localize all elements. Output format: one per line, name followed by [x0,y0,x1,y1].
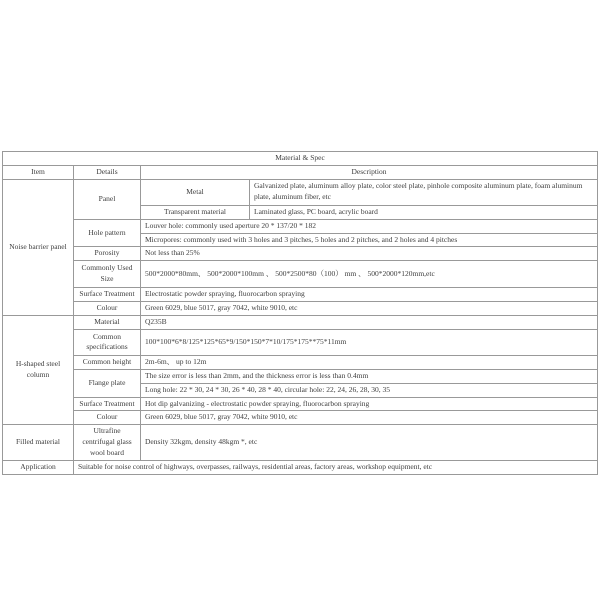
item-cell-noise-barrier-panel: Noise barrier panel [3,179,74,315]
table-title: Material & Spec [3,152,598,166]
desc-cell-transparent-material: Laminated glass, PC board, acrylic board [250,205,598,219]
details-cell-commonly-used-size: Commonly Used Size [74,261,141,288]
subcell-transparent-material: Transparent material [141,205,250,219]
desc-cell-common-specifications: 100*100*6*8/125*125*65*9/150*150*7*10/175*175**75*11mm [141,329,598,355]
row-commonly-used-size [3,261,598,288]
item-cell-h-shaped-steel-column: H-shaped steel column [3,316,74,425]
row-hole-pattern-louver [3,219,598,233]
row-hc-surface-treatment [3,397,598,411]
details-cell-glass-wool-board: Ultrafine centrifugal glass wool board [74,425,141,461]
details-cell-hc-surface-treatment: Surface Treatment [74,397,141,411]
details-cell-nb-surface-treatment: Surface Treatment [74,288,141,302]
row-hc-colour [3,411,598,425]
desc-cell-metal: Galvanized plate, aluminum alloy plate, color steel plate, pinhole composite aluminum plate, foam aluminum plate, aluminum fiber, etc [250,179,598,205]
item-cell-application: Application [3,460,74,474]
header-item: Item [3,165,74,179]
details-cell-common-specifications: Common specifications [74,329,141,355]
details-cell-panel: Panel [74,179,141,219]
details-cell-hole-pattern: Hole pattern [74,219,141,247]
row-filled-material [3,425,598,461]
row-application [3,460,598,474]
row-common-specifications [3,329,598,355]
row-porosity [3,247,598,261]
column-header-row [3,165,598,179]
desc-cell-commonly-used-size: 500*2000*80mm、 500*2000*100mm 、 500*2500*80（100） mm 、 500*2000*120mm,etc [141,261,598,288]
desc-cell-micropores: Micropores: commonly used with 3 holes and 3 pitches, 5 holes and 2 pitches, and 2 holes and 4 pitches [141,233,598,247]
item-cell-filled-material: Filled material [3,425,74,461]
details-cell-material: Material [74,316,141,330]
row-common-height [3,355,598,369]
details-cell-nb-colour: Colour [74,302,141,316]
row-flange-plate-error [3,369,598,383]
desc-cell-flange-holes: Long hole: 22 * 30, 24 * 30, 26 * 40, 28 * 40, circular hole: 22, 24, 26, 28, 30, 35 [141,383,598,397]
desc-cell-nb-surface-treatment: Electrostatic powder spraying, fluorocarbon spraying [141,288,598,302]
desc-cell-filled-material: Density 32kgm, density 48kgm *, etc [141,425,598,461]
desc-cell-porosity: Not less than 25% [141,247,598,261]
desc-cell-material: Q235B [141,316,598,330]
row-nb-colour [3,302,598,316]
material-spec-table [2,151,598,475]
desc-cell-flange-error: The size error is less than 2mm, and the thickness error is less than 0.4mm [141,369,598,383]
desc-cell-application: Suitable for noise control of highways, overpasses, railways, residential areas, factory areas, workshop equipment, etc [74,460,598,474]
details-cell-porosity: Porosity [74,247,141,261]
details-cell-common-height: Common height [74,355,141,369]
desc-cell-common-height: 2m-6m、 up to 12m [141,355,598,369]
row-material [3,316,598,330]
desc-cell-hc-surface-treatment: Hot dip galvanizing - electrostatic powder spraying, fluorocarbon spraying [141,397,598,411]
row-panel-metal [3,179,598,205]
header-details: Details [74,165,141,179]
details-cell-flange-plate: Flange plate [74,369,141,397]
subcell-metal: Metal [141,179,250,205]
row-nb-surface-treatment [3,288,598,302]
header-description: Description [141,165,598,179]
desc-cell-louver-hole: Louver hole: commonly used aperture 20 * 137/20 * 182 [141,219,598,233]
table-title-row [3,152,598,166]
desc-cell-nb-colour: Green 6029, blue 5017, gray 7042, white 9010, etc [141,302,598,316]
details-cell-hc-colour: Colour [74,411,141,425]
desc-cell-hc-colour: Green 6029, blue 5017, gray 7042, white 9010, etc [141,411,598,425]
